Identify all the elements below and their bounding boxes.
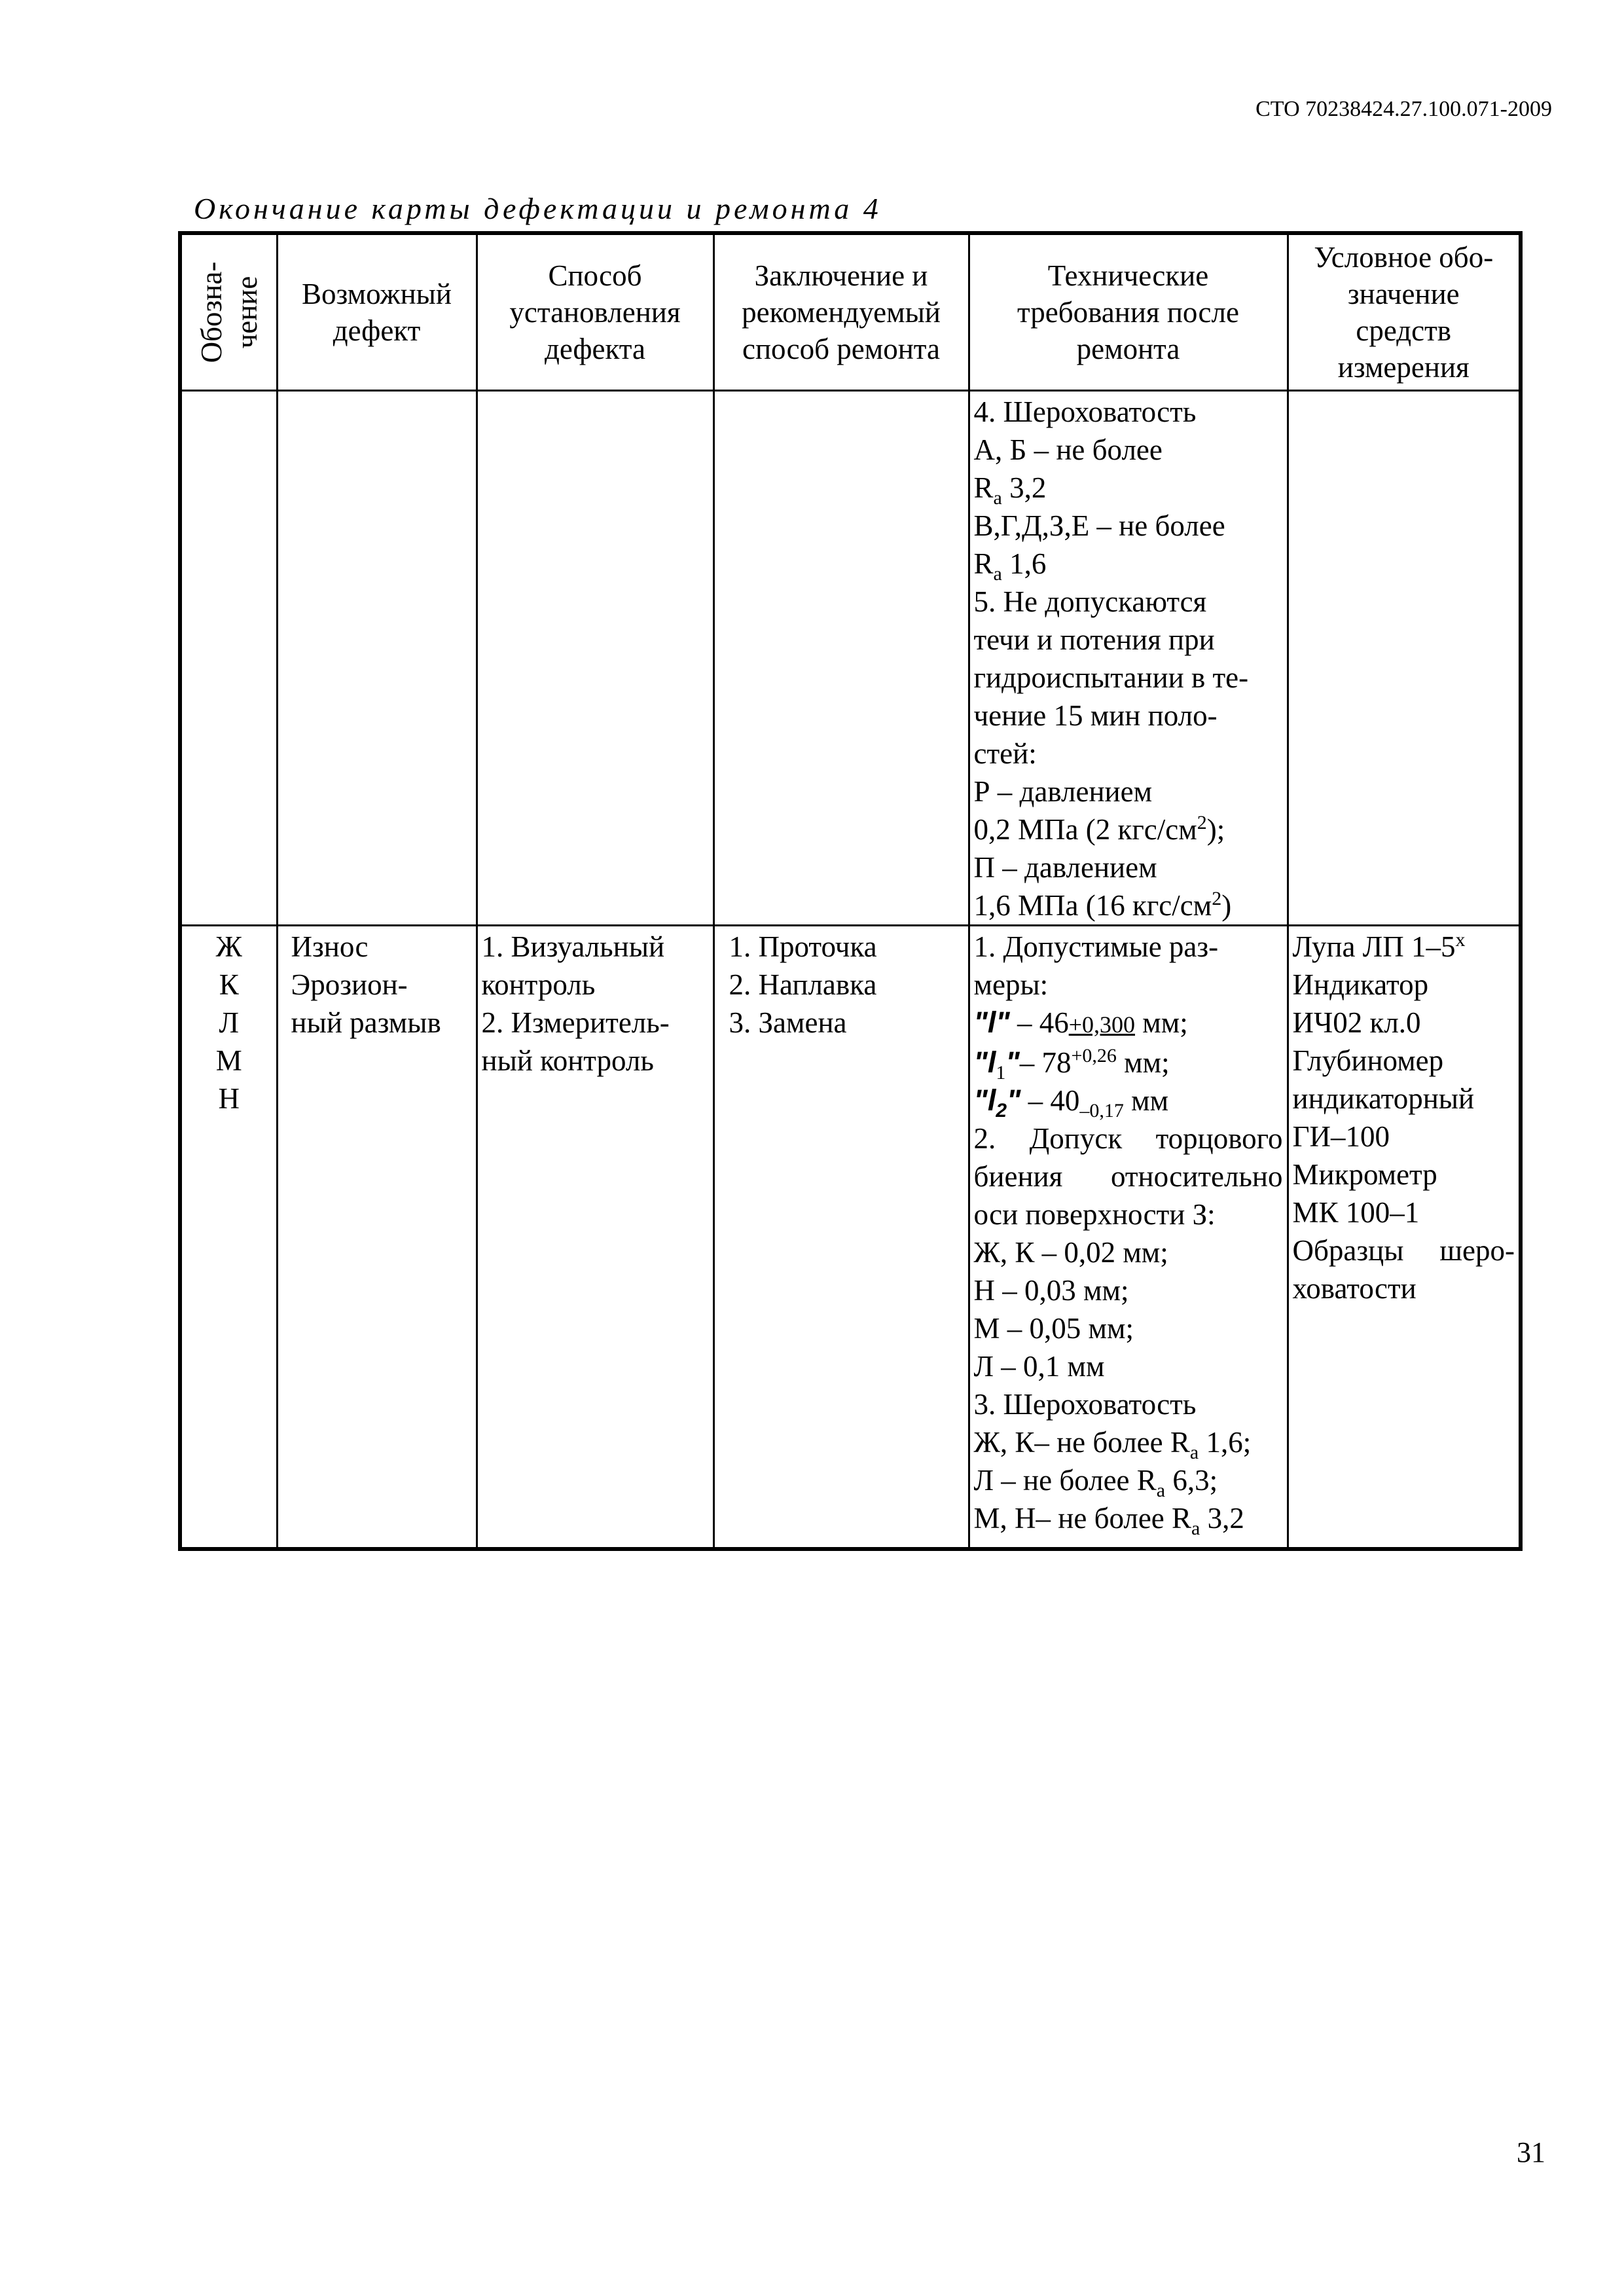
tech-line: В,Г,Д,З,Е – не более — [973, 509, 1225, 542]
defect-line: Износ — [291, 930, 369, 963]
tech-line: 1. Допустимые раз- — [973, 930, 1219, 963]
cell-repair-empty — [713, 391, 969, 926]
cell-repair-method — [713, 926, 969, 1550]
repair-line: 2. Наплавка — [729, 968, 877, 1001]
header-detection-method: Способ установления дефекта — [477, 233, 713, 391]
table-caption: Окончание карты дефектации и ремонта 4 — [194, 192, 882, 225]
instrument-line: МК 100–1 — [1292, 1196, 1420, 1229]
cell-defect-empty — [277, 391, 477, 926]
header-instruments: Условное обо- значение средств измерения — [1288, 233, 1521, 391]
designation-letter: Ж — [215, 930, 242, 963]
tech-line: "l" – 46+0,300 мм; — [973, 1006, 1188, 1039]
cell-designation — [180, 926, 277, 1550]
instrument-line: Микрометр — [1292, 1158, 1437, 1191]
instrument-line: Лупа ЛП $1-5^х$ — [1292, 929, 1466, 963]
tech-line: П – давлением — [973, 851, 1157, 884]
designation-letter: Л — [219, 1006, 240, 1039]
tech-line: Р – давлением — [973, 775, 1153, 808]
instrument-line: ИЧ02 кл.0 — [1292, 1006, 1421, 1039]
tech-line: А, Б – не более — [973, 433, 1163, 466]
table-header-row — [180, 233, 1521, 391]
tech-line: 4. Шероховатость — [973, 395, 1197, 428]
cell-defect — [277, 926, 477, 1550]
tech-line: биения относительно — [973, 1160, 1283, 1193]
method-line: контроль — [481, 968, 596, 1001]
cell-tech-requirements — [969, 926, 1288, 1550]
cell-instruments-empty — [1288, 391, 1521, 926]
method-line: ный контроль — [481, 1044, 654, 1077]
tech-line: $R_a$ 3,2 — [973, 471, 1047, 509]
tech-line: $R_a$ 1,6 — [973, 547, 1047, 585]
cell-detection-method — [477, 926, 713, 1550]
tech-line: Ж, К– не более $R_a$ 1,6; — [973, 1426, 1252, 1463]
tech-line: 3. Шероховатость — [973, 1388, 1197, 1421]
header-designation — [180, 233, 277, 391]
tech-line: "$l_1"-$ $78^{+0,26}$ мм; — [973, 1045, 1170, 1084]
instrument-line: Индикатор — [1292, 968, 1429, 1001]
header-repair-method: Заключение и рекомендуемый способ ремонта — [713, 233, 969, 391]
document-code: СТО 70238424.27.100.071-2009 — [1255, 97, 1552, 121]
tech-line: Л – 0,1 мм — [973, 1350, 1105, 1383]
cell-method-empty — [477, 391, 713, 926]
defect-line: Эрозион- — [291, 968, 408, 1001]
header-defect: Возможный дефект — [277, 233, 477, 391]
tech-line: 5. Не допускаются — [973, 585, 1207, 618]
designation-letter: М — [215, 1044, 242, 1077]
instrument-line: Глубиномер — [1292, 1044, 1444, 1077]
method-line: 2. Измеритель- — [481, 1006, 670, 1039]
tech-line: Ж, К – 0,02 мм; — [973, 1236, 1168, 1269]
designation-letter: К — [219, 968, 239, 1001]
instrument-line: индикаторный — [1292, 1082, 1475, 1115]
tech-line: М, Н– не более $R_a$ 3,2 — [973, 1502, 1244, 1539]
designation-letter: Н — [218, 1082, 240, 1115]
instrument-line: Образцы шеро- — [1292, 1234, 1515, 1267]
tech-line: 0,2 МПа (2 кгс/$см^2$); — [973, 812, 1225, 846]
tech-line: 2. Допуск торцового — [973, 1122, 1283, 1155]
instrument-line: ГИ–100 — [1292, 1120, 1390, 1153]
repair-line: 1. Проточка — [729, 930, 877, 963]
tech-line: "$l_2$" – $40_{-0,17}$ мм — [973, 1084, 1169, 1121]
repair-line: 3. Замена — [729, 1006, 847, 1039]
tech-line: меры: — [973, 968, 1049, 1001]
tech-line: 1,6 МПа (16 кгс/$см^2$) — [973, 888, 1232, 922]
page-number: 31 — [1517, 2136, 1545, 2168]
table-row — [180, 926, 1521, 1550]
header-designation-text: Обозна- чение — [194, 261, 263, 363]
cell-instruments — [1288, 926, 1521, 1550]
header-tech-requirements: Технические требования после ремонта — [969, 233, 1288, 391]
tech-line: оси поверхности З: — [973, 1198, 1216, 1231]
tech-line: течи и потения при — [973, 623, 1215, 656]
tech-line: стей: — [973, 737, 1037, 770]
method-line: 1. Визуальный — [481, 930, 665, 963]
instrument-line: ховатости — [1292, 1272, 1416, 1305]
defect-line: ный размыв — [291, 1006, 441, 1039]
defect-repair-table — [178, 231, 1523, 1551]
table-row — [180, 391, 1521, 926]
tech-line: чение 15 мин поло- — [973, 699, 1218, 732]
tech-line: гидроиспытании в те- — [973, 661, 1249, 694]
tech-line: Л – не более $R_a$ 6,3; — [973, 1464, 1218, 1501]
tech-line: М – 0,05 мм; — [973, 1312, 1134, 1345]
cell-designation-empty — [180, 391, 277, 926]
cell-tech-requirements — [969, 391, 1288, 926]
tech-line: Н – 0,03 мм; — [973, 1274, 1129, 1307]
